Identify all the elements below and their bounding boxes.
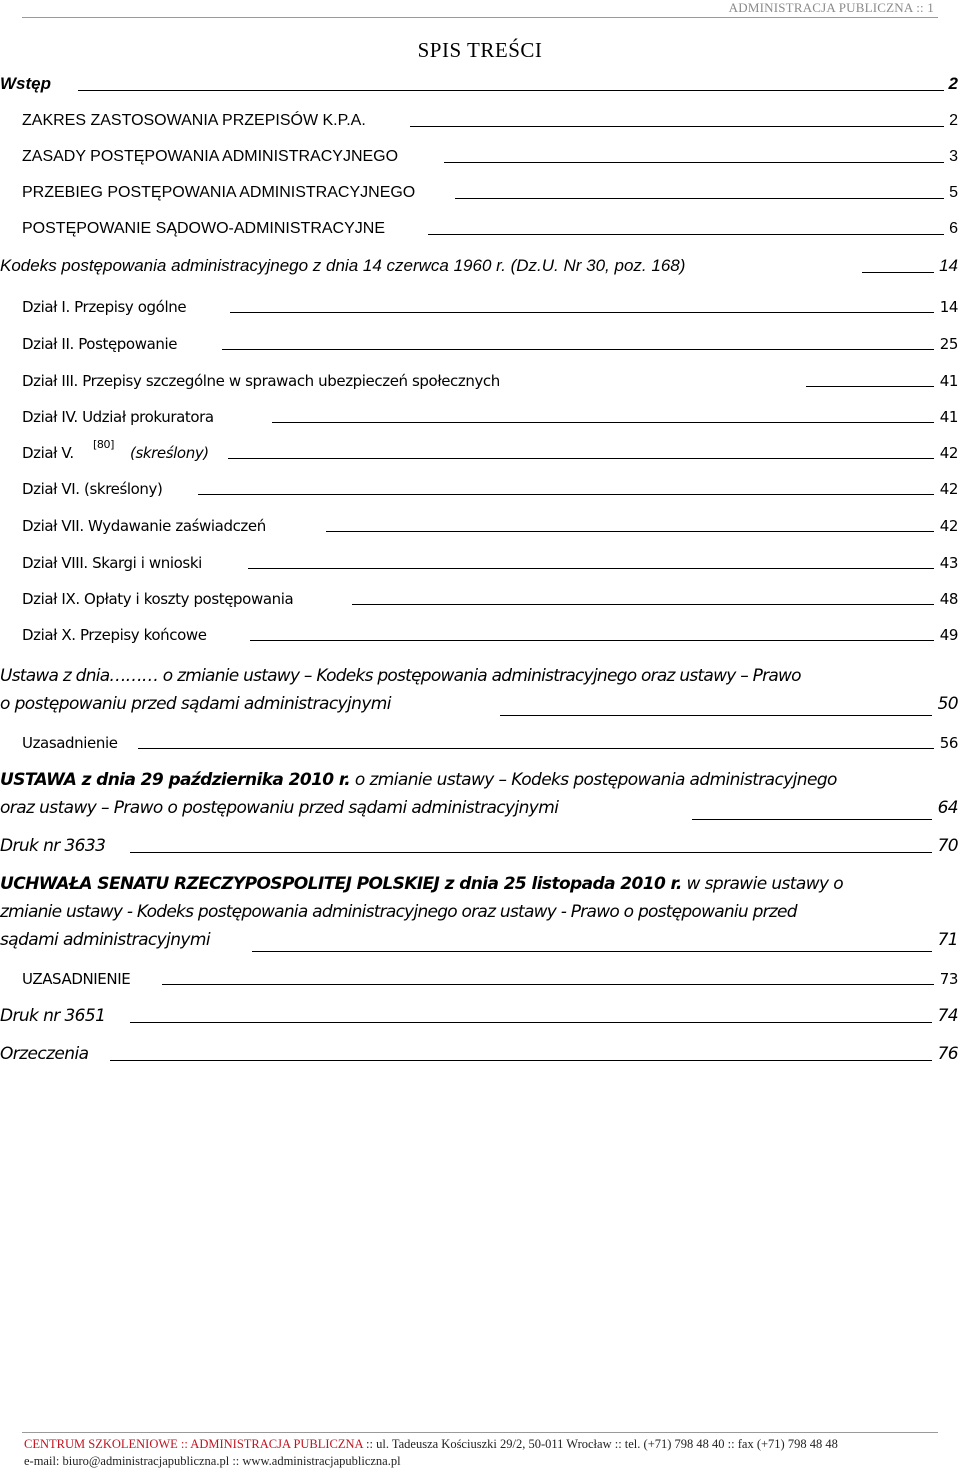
toc-entry-kodeks[interactable]	[0, 252, 960, 282]
footer-brand: CENTRUM SZKOLENIOWE :: ADMINISTRACJA PUBLICZNA	[24, 1437, 363, 1451]
toc-label-line3: sądami administracyjnymi	[0, 930, 210, 950]
toc-leader	[110, 1060, 932, 1061]
toc-page-number: 50	[937, 694, 958, 714]
toc-label-bold: UCHWAŁA SENATU RZECZYPOSPOLITEJ POLSKIEJ z dnia 25 listopada 2010 r.	[0, 874, 682, 894]
toc-page-number: 76	[937, 1044, 958, 1064]
toc-entry-dzial-7[interactable]	[0, 511, 960, 541]
toc-entry-dzial-6[interactable]	[0, 474, 960, 504]
toc-leader	[326, 531, 934, 532]
toc-entry-dzial-2[interactable]	[0, 329, 960, 359]
running-header: ADMINISTRACJA PUBLICZNA :: 1	[728, 0, 934, 15]
toc-page-number: 42	[939, 444, 958, 462]
toc-leader	[272, 422, 934, 423]
toc-label: Dział VI. (skreślony)	[22, 480, 163, 498]
toc-leader	[138, 748, 934, 749]
toc-leader	[198, 494, 934, 495]
toc-entry-wstep[interactable]	[0, 70, 960, 100]
toc-label: Dział VII. Wydawanie zaświadczeń	[22, 517, 266, 535]
toc-entry-dzial-4[interactable]	[0, 402, 960, 432]
toc-page-number: 73	[939, 970, 958, 988]
toc-leader	[806, 386, 934, 387]
toc-page-number: 49	[939, 626, 958, 644]
toc-label: Dział IX. Opłaty i koszty postępowania	[22, 590, 294, 608]
toc-leader	[228, 458, 934, 459]
toc-page-number: 41	[939, 372, 958, 390]
toc-label: Dział IV. Udział prokuratora	[22, 408, 214, 426]
toc-leader	[862, 272, 934, 273]
toc-label-line2: oraz ustawy – Prawo o postępowaniu przed sądami administracyjnymi	[0, 798, 559, 818]
footer-address: :: ul. Tadeusza Kościuszki 29/2, 50-011 Wrocław :: tel. (+71) 798 48 40 :: fax (+71) 798 48 48	[362, 1437, 838, 1451]
toc-entry-dzial-3[interactable]	[0, 366, 960, 396]
toc-leader	[252, 951, 932, 952]
toc-label: Dział VIII. Skargi i wnioski	[22, 554, 202, 572]
toc-leader	[162, 984, 934, 985]
toc-leader	[500, 715, 932, 716]
toc-leader	[455, 198, 944, 199]
toc-label-line1: Ustawa z dnia……… o zmianie ustawy – Kodeks postępowania administracyjnego oraz ustawy – Prawo	[0, 666, 801, 686]
footnote-ref: [80]	[93, 438, 114, 451]
toc-page-number: 70	[937, 836, 958, 856]
toc-label: Dział I. Przepisy ogólne	[22, 298, 187, 316]
toc-label-line2: o postępowaniu przed sądami administracyjnymi	[0, 694, 391, 714]
toc-label: Dział II. Postępowanie	[22, 335, 178, 353]
toc-entry-orzeczenia[interactable]	[0, 1040, 960, 1070]
toc-entry-druk-3633[interactable]	[0, 832, 960, 862]
toc-label-line2: zmianie ustawy - Kodeks postępowania administracyjnego oraz ustawy - Prawo o postępowaniu przed	[0, 902, 797, 922]
toc-label: Druk nr 3651	[0, 1006, 106, 1026]
toc-label: ZASADY POSTĘPOWANIA ADMINISTRACYJNEGO	[22, 148, 399, 165]
toc-leader	[410, 126, 944, 127]
toc-label: Orzeczenia	[0, 1044, 89, 1064]
toc-page-number: 71	[937, 930, 958, 950]
toc-page-number: 74	[937, 1006, 958, 1026]
toc-page-number: 42	[939, 517, 958, 535]
toc-entry-zakres[interactable]	[0, 106, 960, 136]
toc-leader	[352, 604, 934, 605]
toc-leader	[250, 640, 934, 641]
footer-address-line	[24, 1437, 838, 1452]
toc-label: PRZEBIEG POSTĘPOWANIA ADMINISTRACYJNEGO	[22, 184, 416, 201]
toc-leader	[130, 1022, 932, 1023]
toc-page-number: 25	[939, 335, 958, 353]
toc-entry-przebieg[interactable]	[0, 178, 960, 208]
toc-entry-uchwala-senatu[interactable]	[0, 872, 960, 960]
page-title: SPIS TREŚCI	[417, 38, 543, 62]
toc-label: Dział III. Przepisy szczególne w sprawach ubezpieczeń społecznych	[22, 372, 500, 390]
header-rule	[22, 17, 938, 18]
toc-page-number: 14	[939, 256, 958, 275]
toc-label: Wstęp	[0, 74, 51, 93]
toc-page-number: 56	[939, 734, 958, 752]
toc-leader	[222, 349, 934, 350]
toc-page-number: 48	[939, 590, 958, 608]
toc-label-bold: USTAWA z dnia 29 października 2010 r.	[0, 770, 351, 790]
toc-leader	[444, 162, 944, 163]
toc-page-number: 41	[939, 408, 958, 426]
toc-label: UZASADNIENIE	[22, 970, 131, 988]
toc-entry-dzial-8[interactable]	[0, 548, 960, 578]
toc-page-number: 6	[949, 220, 958, 237]
toc-label: Uzasadnienie	[22, 734, 118, 752]
toc-label-line1	[0, 770, 837, 790]
toc-leader	[130, 852, 932, 853]
toc-entry-ustawa-projekt[interactable]	[0, 664, 960, 724]
toc-leader	[428, 234, 944, 235]
toc-label: Kodeks postępowania administracyjnego z dnia 14 czerwca 1960 r. (Dz.U. Nr 30, poz. 168)	[0, 256, 686, 275]
toc-leader	[248, 568, 934, 569]
toc-entry-dzial-5[interactable]	[0, 438, 960, 468]
toc-page-number: 3	[949, 148, 958, 165]
toc-entry-ustawa-2010[interactable]	[0, 768, 960, 828]
footer-rule	[22, 1432, 938, 1433]
toc-label: Dział V.	[22, 444, 74, 462]
toc-entry-uzasadnienie[interactable]	[0, 728, 960, 758]
toc-entry-dzial-10[interactable]	[0, 620, 960, 650]
toc-leader	[692, 819, 932, 820]
toc-label-rest: o zmianie ustawy – Kodeks postępowania administracyjnego	[350, 770, 837, 790]
footer-contact: e-mail: biuro@administracjapubliczna.pl :: www.administracjapubliczna.pl	[24, 1454, 401, 1468]
toc-label: Dział X. Przepisy końcowe	[22, 626, 207, 644]
toc-label: Druk nr 3633	[0, 836, 106, 856]
toc-page-number: 14	[939, 298, 958, 316]
toc-entry-druk-3651[interactable]	[0, 1002, 960, 1032]
toc-page-number: 2	[948, 74, 958, 93]
toc-page-number: 42	[939, 480, 958, 498]
toc-page-number: 43	[939, 554, 958, 572]
toc-label: POSTĘPOWANIE SĄDOWO-ADMINISTRACYJNE	[22, 220, 385, 237]
toc-entry-uzasadnienie-caps[interactable]	[0, 964, 960, 994]
toc-leader	[230, 312, 934, 313]
toc-page-number: 5	[949, 184, 958, 201]
toc-entry-zasady[interactable]	[0, 142, 960, 172]
toc-label: ZAKRES ZASTOSOWANIA PRZEPISÓW K.P.A.	[22, 112, 366, 129]
toc-label-struck: (skreślony)	[130, 444, 209, 462]
toc-entry-sadowo[interactable]	[0, 214, 960, 244]
toc-label-rest: w sprawie ustawy o	[681, 874, 844, 894]
toc-label-line1	[0, 874, 843, 894]
toc-entry-dzial-1[interactable]	[0, 292, 960, 322]
toc-page-number: 64	[937, 798, 958, 818]
toc-leader	[78, 90, 944, 91]
toc-entry-dzial-9[interactable]	[0, 584, 960, 614]
toc-page-number: 2	[949, 112, 958, 129]
